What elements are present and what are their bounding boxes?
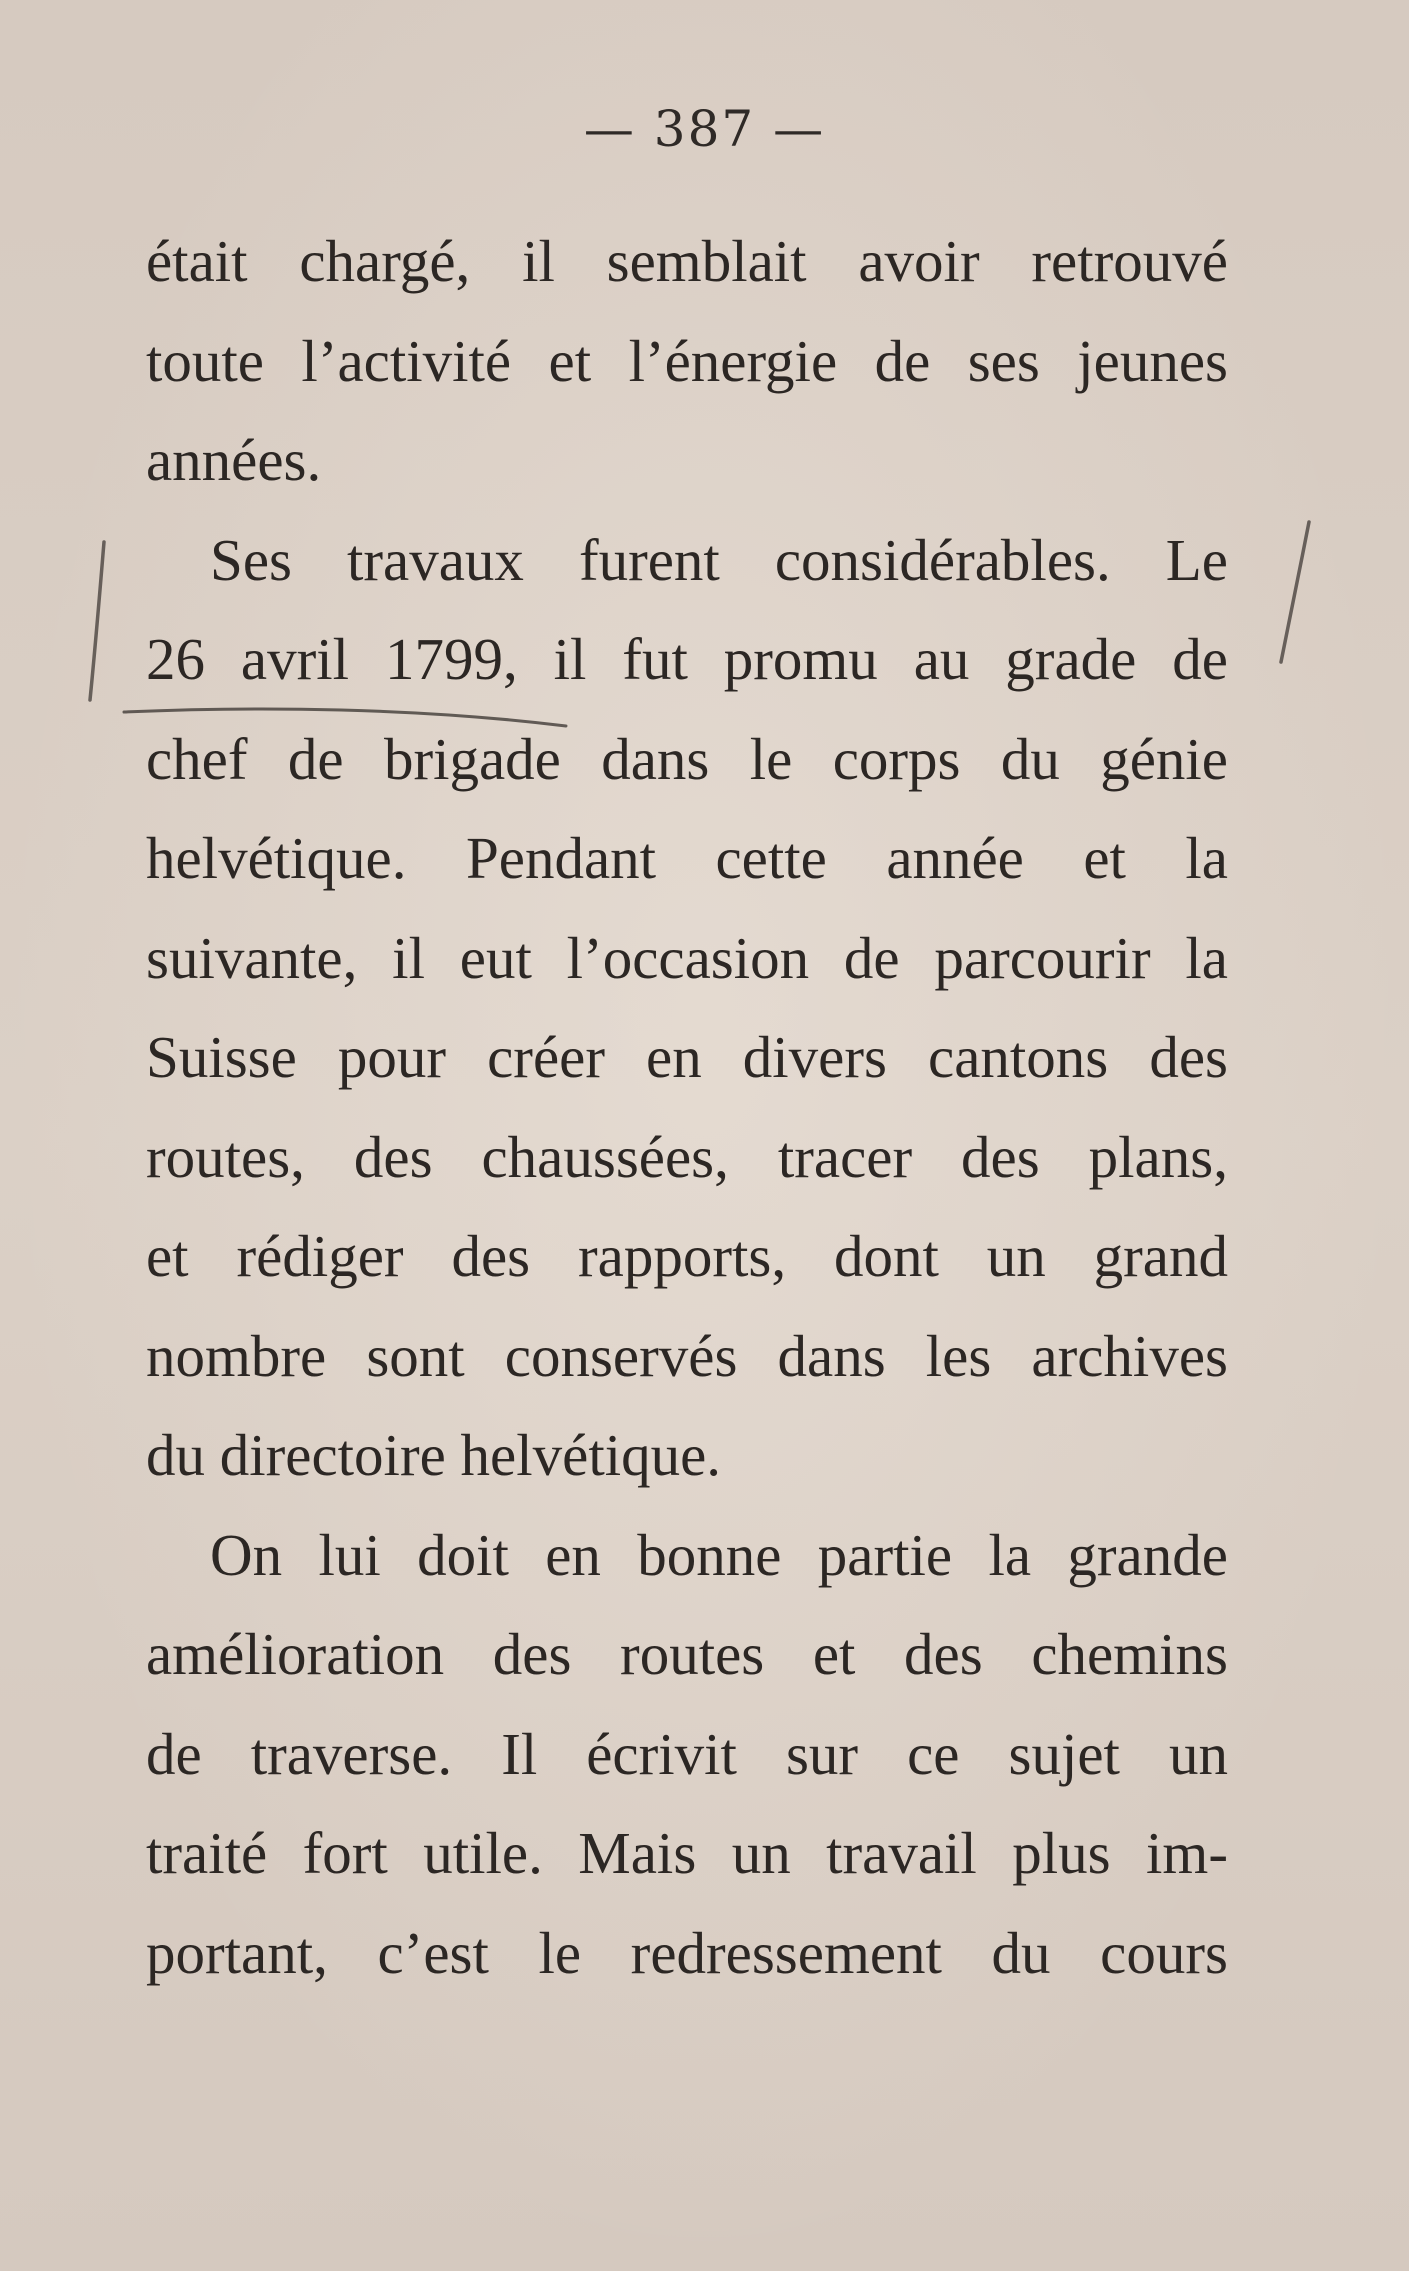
- text-line: [146, 1804, 1228, 1904]
- word: routes: [620, 1621, 765, 1687]
- word: au: [913, 626, 970, 692]
- word: nombre: [146, 1322, 327, 1389]
- word: chaussées,: [481, 1123, 729, 1190]
- word: utile.: [423, 1820, 543, 1886]
- word: du: [146, 1422, 220, 1488]
- word: retrouvé: [1031, 228, 1228, 294]
- left-margin-bracket: [90, 542, 104, 700]
- word: jeunes: [1077, 327, 1228, 394]
- word: 26: [146, 626, 205, 692]
- text-line: [146, 1207, 1228, 1307]
- word: lui: [318, 1521, 381, 1588]
- word: du: [1000, 725, 1060, 792]
- text-line: [146, 1108, 1228, 1208]
- word: traité: [146, 1820, 268, 1886]
- word: amélioration: [146, 1621, 445, 1687]
- word: furent: [578, 526, 720, 593]
- word: sur: [785, 1720, 859, 1787]
- word: des: [353, 1123, 433, 1190]
- word: chargé,: [299, 228, 471, 294]
- word: écrivit: [586, 1720, 737, 1787]
- word: génie: [1100, 725, 1228, 792]
- word: plans,: [1088, 1123, 1228, 1190]
- word: la: [1185, 825, 1228, 891]
- word: toute: [146, 327, 264, 394]
- word: l’occasion: [566, 924, 810, 991]
- word: dont: [833, 1223, 939, 1289]
- word: créer: [487, 1024, 605, 1090]
- text-line: [146, 1008, 1228, 1108]
- word: le: [538, 1919, 582, 1986]
- word: avril: [240, 626, 350, 692]
- word: des: [492, 1621, 572, 1687]
- word: conservés: [504, 1322, 738, 1389]
- word: travail: [826, 1820, 977, 1886]
- page-number: — 387 —: [583, 100, 826, 158]
- text-line: [146, 1406, 1228, 1506]
- word: semblait: [606, 228, 807, 294]
- word: en: [646, 1024, 702, 1090]
- word: un: [731, 1820, 791, 1886]
- word: et: [1083, 825, 1126, 891]
- word: grande: [1067, 1521, 1228, 1588]
- body-text: [146, 212, 1228, 2003]
- word: portant,: [146, 1919, 328, 1986]
- word: du: [991, 1919, 1051, 1986]
- word: l’énergie: [628, 327, 838, 394]
- text-line: [146, 1904, 1228, 2004]
- word: le: [749, 725, 793, 792]
- word: et: [146, 1223, 189, 1289]
- word: des: [1149, 1024, 1228, 1090]
- word: et: [812, 1621, 856, 1687]
- word: cantons: [928, 1024, 1109, 1090]
- word: directoire: [219, 1422, 461, 1488]
- word: de: [287, 725, 344, 792]
- word: rapports,: [577, 1223, 787, 1289]
- text-line: [146, 1705, 1228, 1805]
- word: des: [961, 1123, 1040, 1190]
- text-line: [146, 312, 1228, 412]
- word: l’activité: [301, 327, 512, 394]
- word: grade: [1005, 626, 1137, 692]
- word: partie: [817, 1521, 953, 1588]
- word: grand: [1093, 1223, 1228, 1289]
- word: brigade: [383, 725, 561, 792]
- word: fort: [302, 1820, 388, 1886]
- word: dans: [601, 725, 710, 792]
- text-line: [146, 710, 1228, 810]
- word: archives: [1031, 1322, 1228, 1389]
- word: parcourir: [934, 924, 1151, 991]
- text-line: [146, 511, 1228, 611]
- word: Pendant: [465, 825, 657, 891]
- text-line: [146, 1506, 1228, 1606]
- word: suivante,: [146, 924, 358, 991]
- word: helvétique.: [146, 825, 407, 891]
- word: traverse.: [250, 1720, 453, 1787]
- word: année: [886, 825, 1024, 891]
- text-line: [146, 610, 1228, 710]
- word: tracer: [777, 1123, 913, 1190]
- word: un: [986, 1223, 1046, 1289]
- word: redressement: [630, 1919, 942, 1986]
- word: des: [904, 1621, 983, 1687]
- word: routes,: [146, 1123, 305, 1190]
- word: c’est: [377, 1919, 489, 1986]
- word: un: [1168, 1720, 1228, 1787]
- word: pour: [337, 1024, 447, 1090]
- word: helvétique.: [460, 1422, 722, 1488]
- word: la: [988, 1521, 1032, 1588]
- word: les: [925, 1322, 992, 1389]
- word: cours: [1100, 1919, 1228, 1986]
- word: promu: [723, 626, 878, 692]
- word: la: [1185, 924, 1228, 991]
- word: de: [843, 924, 900, 991]
- word: Le: [1165, 526, 1228, 593]
- word: 1799,: [384, 626, 518, 692]
- word: corps: [832, 725, 961, 792]
- word: Il: [501, 1720, 538, 1787]
- word: dans: [777, 1322, 886, 1389]
- word: sujet: [1008, 1720, 1120, 1787]
- word: années.: [146, 427, 322, 493]
- word: il: [553, 626, 587, 692]
- word: considérables.: [774, 526, 1111, 593]
- word: On: [210, 1521, 283, 1588]
- word: en: [545, 1521, 601, 1588]
- word: ses: [967, 327, 1040, 394]
- word: ce: [907, 1720, 960, 1787]
- word: Suisse: [146, 1024, 297, 1090]
- word: rédiger: [236, 1223, 404, 1289]
- word: chemins: [1031, 1621, 1228, 1687]
- text-line: [146, 909, 1228, 1009]
- word: de: [1172, 626, 1228, 692]
- word: avoir: [858, 228, 980, 294]
- word: Mais: [578, 1820, 697, 1886]
- word: il: [392, 924, 425, 991]
- word: de: [874, 327, 931, 394]
- text-line: [146, 212, 1228, 312]
- word: sont: [366, 1322, 465, 1389]
- word: travaux: [347, 526, 524, 593]
- word: bonne: [637, 1521, 782, 1588]
- word: de: [146, 1720, 202, 1787]
- word: et: [548, 327, 592, 394]
- word: Ses: [210, 526, 292, 593]
- word: fut: [622, 626, 688, 692]
- word: divers: [742, 1024, 887, 1090]
- text-line: [146, 1605, 1228, 1705]
- word: doit: [417, 1521, 509, 1588]
- word: plus: [1012, 1820, 1111, 1886]
- text-line: [146, 1307, 1228, 1407]
- word: im-: [1146, 1820, 1228, 1886]
- text-line: [146, 411, 1228, 511]
- word: eut: [459, 924, 532, 991]
- word: chef: [146, 725, 248, 792]
- word: était: [146, 228, 248, 294]
- text-line: [146, 809, 1228, 909]
- word: des: [451, 1223, 531, 1289]
- right-margin-bracket: [1281, 522, 1309, 662]
- word: cette: [715, 825, 827, 891]
- word: il: [522, 228, 555, 294]
